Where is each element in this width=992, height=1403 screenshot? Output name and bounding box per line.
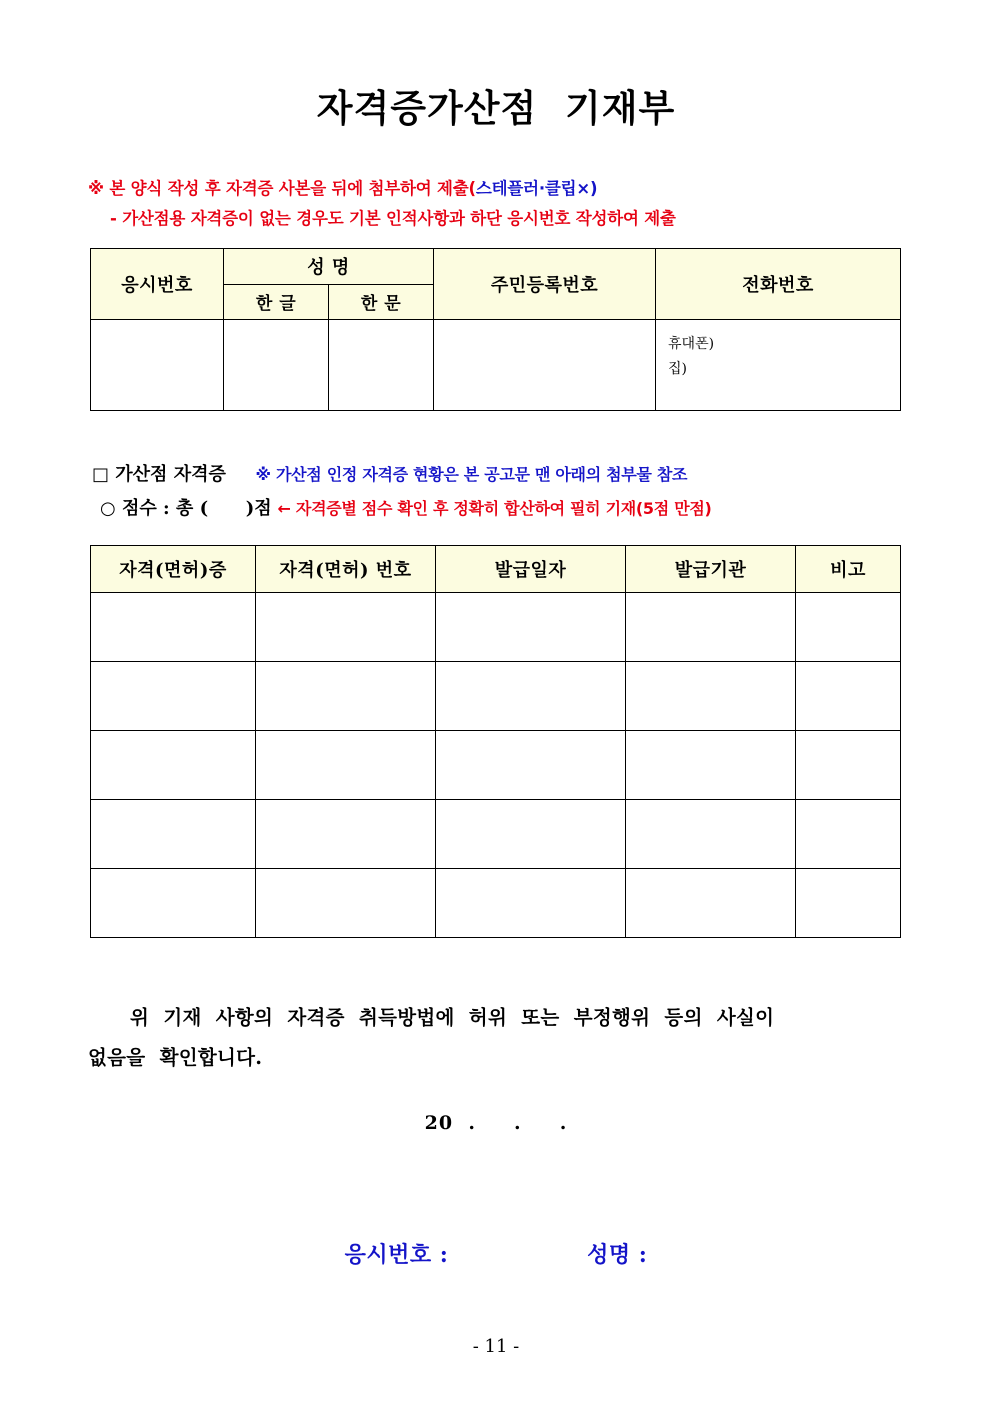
phone-home-label: 집) — [668, 361, 688, 377]
cell-cert-number[interactable] — [256, 869, 436, 938]
declaration-line-2: 없음을 확인합니다. — [88, 1046, 263, 1069]
notice-line-1 — [88, 174, 918, 204]
field-exam-number[interactable] — [91, 320, 224, 411]
cell-remarks[interactable] — [796, 593, 901, 662]
bonus-score-row — [92, 492, 922, 526]
header-name-korean: 한 글 — [224, 284, 329, 320]
cell-cert-name[interactable] — [91, 869, 256, 938]
cell-cert-number[interactable] — [256, 593, 436, 662]
table-row — [91, 800, 901, 869]
signature-exam-number-label[interactable]: 응시번호 : — [344, 1242, 449, 1268]
notice-line-1-red: ※ 본 양식 작성 후 자격증 사본을 뒤에 첨부하여 제출( — [88, 179, 476, 198]
table-row — [91, 662, 901, 731]
notice-line-1-blue: 스테플러·클립×) — [475, 179, 598, 198]
cell-cert-name[interactable] — [91, 662, 256, 731]
page-number: - 11 - — [472, 1336, 520, 1357]
cell-issue-date[interactable] — [436, 731, 626, 800]
phone-mobile-label: 휴대폰) — [668, 336, 715, 352]
bonus-score-label[interactable]: ○ 점수 : 총 ( )점 — [100, 498, 272, 519]
personal-info-table — [90, 248, 901, 411]
submission-notice — [88, 174, 918, 234]
cell-remarks[interactable] — [796, 800, 901, 869]
cell-issuer[interactable] — [626, 662, 796, 731]
notice-line-2: - 가산점용 자격증이 없는 경우도 기본 인적사항과 하단 응시번호 작성하여 제출 — [110, 209, 676, 228]
header-cert-name: 자격(면허)증 — [91, 546, 256, 593]
table-row — [91, 869, 901, 938]
table-row — [91, 593, 901, 662]
bonus-cert-note: ※ 가산점 인정 자격증 현황은 본 공고문 맨 아래의 첨부물 참조 — [255, 465, 688, 484]
cell-cert-name[interactable] — [91, 731, 256, 800]
cell-remarks[interactable] — [796, 662, 901, 731]
table-row — [91, 731, 901, 800]
cell-cert-number[interactable] — [256, 662, 436, 731]
certificate-table — [90, 545, 901, 938]
cell-remarks[interactable] — [796, 869, 901, 938]
signature-line — [0, 1238, 992, 1269]
personal-header-row-1 — [91, 249, 901, 285]
cell-issue-date[interactable] — [436, 593, 626, 662]
header-cert-number: 자격(면허) 번호 — [256, 546, 436, 593]
header-phone-number: 전화번호 — [656, 249, 901, 320]
cell-issuer[interactable] — [626, 593, 796, 662]
bonus-cert-checkbox-label[interactable]: □ 가산점 자격증 — [92, 464, 226, 485]
cell-issue-date[interactable] — [436, 869, 626, 938]
header-name-group: 성 명 — [224, 249, 434, 285]
declaration-line-1: 위 기재 사항의 자격증 취득방법에 허위 또는 부정행위 등의 사실이 — [130, 1006, 775, 1029]
header-issuer: 발급기관 — [626, 546, 796, 593]
cell-remarks[interactable] — [796, 731, 901, 800]
cell-cert-number[interactable] — [256, 731, 436, 800]
cell-issue-date[interactable] — [436, 800, 626, 869]
cell-cert-number[interactable] — [256, 800, 436, 869]
header-resident-number: 주민등록번호 — [434, 249, 656, 320]
cell-issue-date[interactable] — [436, 662, 626, 731]
page-title: 자격증가산점 기재부 — [316, 86, 676, 130]
date-line[interactable]: 20 . . . — [424, 1112, 568, 1134]
cell-issuer[interactable] — [626, 800, 796, 869]
certificate-header-row — [91, 546, 901, 593]
field-phone-number[interactable] — [656, 320, 901, 411]
field-name-korean[interactable] — [224, 320, 329, 411]
field-resident-number[interactable] — [434, 320, 656, 411]
field-name-hanja[interactable] — [329, 320, 434, 411]
signature-spacer — [448, 1242, 587, 1268]
cell-cert-name[interactable] — [91, 800, 256, 869]
bonus-cert-row — [92, 458, 922, 492]
header-remarks: 비고 — [796, 546, 901, 593]
cell-cert-name[interactable] — [91, 593, 256, 662]
bonus-score-note: ← 자격증별 점수 확인 후 정확히 합산하여 필히 기재(5점 만점) — [277, 499, 712, 518]
personal-body-row — [91, 320, 901, 411]
header-issue-date: 발급일자 — [436, 546, 626, 593]
header-name-hanja: 한 문 — [329, 284, 434, 320]
cell-issuer[interactable] — [626, 869, 796, 938]
bonus-point-block — [92, 458, 922, 526]
declaration-text — [88, 998, 916, 1078]
cell-issuer[interactable] — [626, 731, 796, 800]
header-exam-number: 응시번호 — [91, 249, 224, 320]
signature-name-label[interactable]: 성명 : — [587, 1242, 648, 1268]
